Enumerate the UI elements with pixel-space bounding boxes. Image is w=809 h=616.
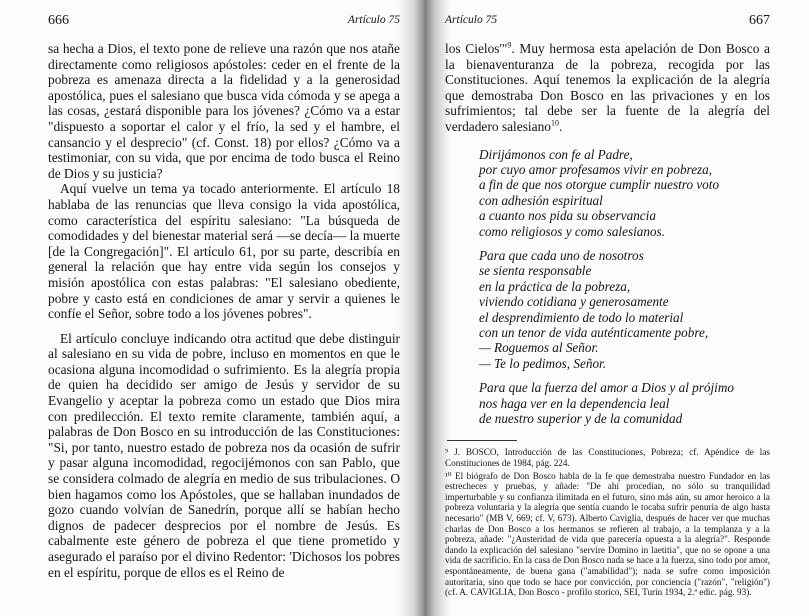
paragraph-end: . bbox=[558, 118, 563, 134]
prayer-line: por cuyo amor profesamos vivir en pobreza, bbox=[479, 161, 713, 177]
footnotes bbox=[445, 447, 770, 597]
prayer-line: en la práctica de la pobreza, bbox=[479, 278, 631, 294]
right-running-title: Artículo 75 bbox=[445, 14, 498, 26]
left-paragraph-1: sa hecha a Dios, el texto pone de relieve una razón que nos atañe directamente como religiosos apóstoles: ceder en el frente de la pobreza es amenaza directa a la fidelidad y a la generosidad apostólica, pues el salesiano que busca vida cómoda y se apega a las cosas, ¿estará disponible para los jóvenes? ¿Cómo va a estar "dispuesto a soportar el calor y el frío, la sed y el hambre, el cansancio y el desprecio" (cf. Const. 18) por ellos? ¿Cómo va a testimoniar, con su vida, que por encima de todo busca el Reino de Dios y su justicia? bbox=[48, 41, 400, 181]
book-gutter bbox=[398, 0, 450, 616]
prayer-line: Dirijámonos con fe al Padre, bbox=[479, 146, 633, 162]
paragraph-middle: . Muy hermosa esta apelación de Don Bosco a la bienaventuranza de la pobreza, recogida por las Constituciones. Aquí tenemos la explicación de la alegría que demostraba Don Bosco en las privaciones y en los sufrimientos; tal debe ser la fuente de la alegría del verdadero salesiano bbox=[445, 41, 771, 134]
right-page-number: 667 bbox=[749, 13, 770, 28]
right-running-head bbox=[445, 13, 770, 33]
right-paragraph-1 bbox=[445, 41, 770, 135]
left-running-title: Artículo 75 bbox=[347, 14, 400, 26]
footnote-9: ⁹ J. BOSCO, Introducción de las Constituciones, Pobreza; cf. Apéndice de las Constituciones de 1984, pág. 224. bbox=[445, 447, 770, 469]
footnote-ref-9: 9 bbox=[507, 40, 512, 50]
prayer-line: con adhesión espiritual bbox=[479, 192, 603, 208]
prayer-line: a cuanto nos pida su observancia bbox=[479, 208, 656, 224]
prayer-stanza-1 bbox=[479, 147, 770, 239]
prayer-line: se sienta responsable bbox=[479, 263, 592, 279]
prayer-line: con un tenor de vida auténticamente pobre, bbox=[479, 325, 709, 341]
right-body-text bbox=[445, 41, 770, 135]
prayer-line: Para que la fuerza del amor a Dios y al prójimo bbox=[479, 380, 734, 396]
left-paragraph-2: Aquí vuelve un tema ya tocado anteriormente. El artículo 18 hablaba de las renuncias que lleva consigo la vida apostólica, como característica del espíritu salesiano: "La búsqueda de comodidades y del bienestar material será —se decía— la muerte [de la Congregación]". El artículo 61, por su parte, describía en general la relación que hay entre vida según los consejos y misión apostólica con estas palabras: "El salesiano obediente, pobre y casto está en condiciones de amar y servir a quienes le confíe el Señor, sobre todo a los jóvenes pobres". bbox=[48, 181, 400, 322]
prayer-line: como religiosos y como salesianos. bbox=[479, 223, 665, 239]
prayer-line: — Roguemos al Señor. bbox=[479, 340, 599, 356]
prayer-line: a fin de que nos otorgue cumplir nuestro voto bbox=[479, 177, 720, 193]
left-paragraph-3: El artículo concluye indicando otra actitud que debe distinguir al salesiano en su vida de pobre, incluso en momentos en que le ocasiona alguna incomodidad o sufrimiento. Es la alegría propia de quien ha decidido ser amigo de Jesús y servidor de su Evangelio y aceptar la pobreza como un estado que Dios mira con predilección. El texto remite claramente, también aquí, a palabras de Don Bosco en su introducción de las Constituciones: "Si, por tanto, nuestro estado de pobreza nos da ocasión de sufrir y pasar alguna incomodidad, regocijémonos con san Pablo, que se considera colmado de alegría en medio de sus tribulaciones. O bien hagamos como los Apóstoles, que se hallaban inundados de gozo cuando volvían de Sanedrín, porque allí se habían hecho dignos de padecer desprecios por el nombre de Jesús. Es cabalmente este género de pobreza el que tiene prometido y asegurado el paraíso por el divino Redentor: 'Dichosos los pobres en el espíritu, porque de ellos es el Reino de bbox=[48, 330, 400, 580]
footnote-divider bbox=[447, 440, 517, 441]
prayer-line: Para que cada uno de nosotros bbox=[479, 248, 644, 263]
paragraph-start: los Cielos'" bbox=[445, 41, 508, 56]
prayer-block bbox=[479, 147, 770, 427]
left-page-number: 666 bbox=[48, 13, 69, 28]
footnote-ref-10: 10 bbox=[550, 118, 559, 128]
left-running-head bbox=[48, 13, 400, 33]
prayer-stanza-2 bbox=[479, 248, 770, 371]
prayer-line: el desprendimiento de todo lo material bbox=[479, 309, 684, 325]
left-page bbox=[48, 0, 400, 616]
prayer-line: de nuestro superior y de la comunidad bbox=[479, 411, 683, 427]
prayer-line: — Te lo pedimos, Señor. bbox=[479, 355, 606, 371]
left-body-text bbox=[48, 41, 400, 580]
prayer-line: viviendo cotidiana y generosamente bbox=[479, 294, 669, 310]
footnote-10: ¹⁰ El biógrafo de Don Bosco habla de la fe que demostraba nuestro Fundador en las estrecheces y pruebas, y añade: "De ahí procedían, no sólo su tranquilidad imperturbable y su confianza ilimitada en el futuro, sino más aún, su amor heroico a la pobreza voluntaria y la alegría que sentía cuando le tocaba sufrir penuria de algo hasta necesario" (MB V, 669; cf. V, 673). Alberto Caviglia, después de hacer ver que muchas charlas de Don Bosco a los hermanos se refieren al trabajo, a la templanza y a la pobreza, añade: "¿Austeridad de vida que parecería opuesta a la alegría?". Responde dando la explicación del salesiano "servire Domino in laetitia", que no se opone a una vida de sacrificio. En la casa de Don Bosco nada se hace a la fuerza, sino todo por amor, espontáneamente, de buena gana ("amabilidad"); nada se sufre como imposición autoritaria, sino que todo se hace por convicción, por conciencia ("razón", "religión") (cf. A. CAVIGLIA, Don Bosco - profilo storico, SEI, Turín 1934, 2.ª edic. pág. 93). bbox=[445, 470, 770, 598]
prayer-stanza-3 bbox=[479, 380, 770, 426]
prayer-line: nos haga ver en la dependencia leal bbox=[479, 395, 670, 411]
right-page bbox=[445, 0, 770, 616]
